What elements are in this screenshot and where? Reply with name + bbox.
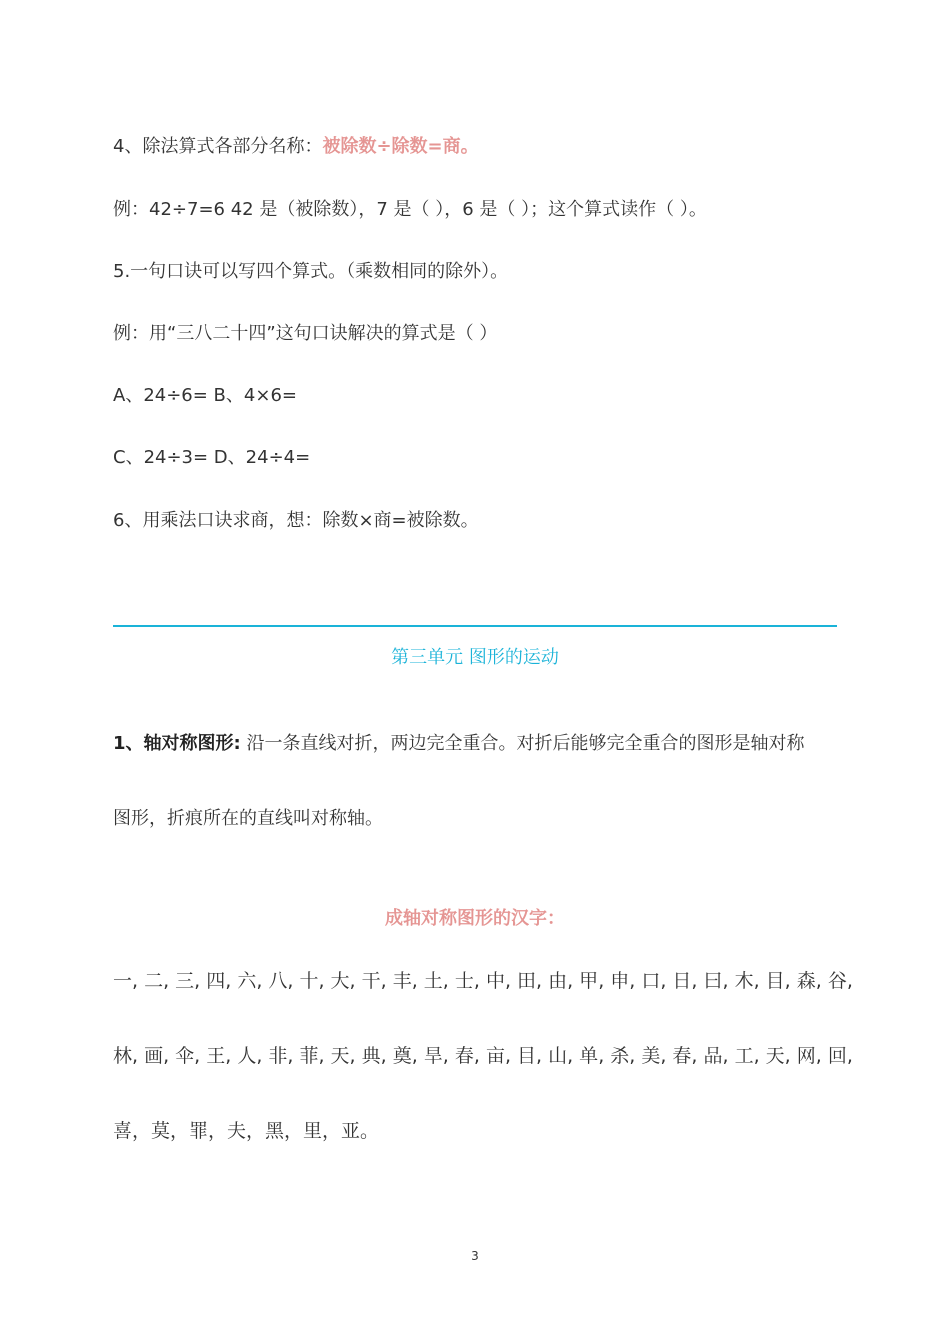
symmetry-number: 1、 <box>113 733 144 754</box>
example-1: 例：42÷7=6 42 是（被除数），7 是（ ），6 是（ ）；这个算式读作（ ）。 <box>113 199 707 220</box>
symmetry-definition-line-1 <box>113 732 804 756</box>
item-6: 6、用乘法口诀求商，想：除数×商=被除数。 <box>113 510 479 531</box>
options-c-d: C、24÷3= D、24÷4= <box>113 447 311 468</box>
options-a-b: A、24÷6= B、4×6= <box>113 385 297 406</box>
example-2: 例：用“三八二十四”这句口诀解决的算式是（ ） <box>113 323 498 344</box>
symmetry-definition-line-2: 图形，折痕所在的直线叫对称轴。 <box>113 808 383 829</box>
item-4-division-parts <box>113 135 479 159</box>
item-5: 5.一句口诀可以写四个算式。（乘数相同的除外）。 <box>113 261 509 282</box>
symmetry-term: 轴对称图形: <box>143 733 241 754</box>
item-4-highlight: 被除数÷除数=商。 <box>322 136 479 157</box>
symmetric-characters-line-2: 林, 画, 伞, 王, 人, 非, 菲, 天, 典, 奠, 旱, 春, 亩, 目, 山, 单, 杀, 美, 春, 品, 工, 天, 网, 回, <box>113 1045 853 1067</box>
symmetric-characters-line-1: 一, 二, 三, 四, 六, 八, 十, 大, 干, 丰, 土, 士, 中, 田, 由, 甲, 申, 口, 日, 曰, 木, 目, 森, 谷, <box>113 970 853 992</box>
symmetric-characters-heading: 成轴对称图形的汉字： <box>385 908 565 929</box>
page-number: 3 <box>471 1249 479 1263</box>
section-divider <box>113 625 837 627</box>
symmetry-definition-rest: 沿一条直线对折，两边完全重合。对折后能够完全重合的图形是轴对称 <box>240 733 805 754</box>
symmetric-characters-line-3: 喜，莫，罪，夫，黑，里，亚。 <box>113 1120 380 1142</box>
item-4-prefix: 4、除法算式各部分名称： <box>113 136 323 157</box>
section-title: 第三单元 图形的运动 <box>391 647 559 668</box>
